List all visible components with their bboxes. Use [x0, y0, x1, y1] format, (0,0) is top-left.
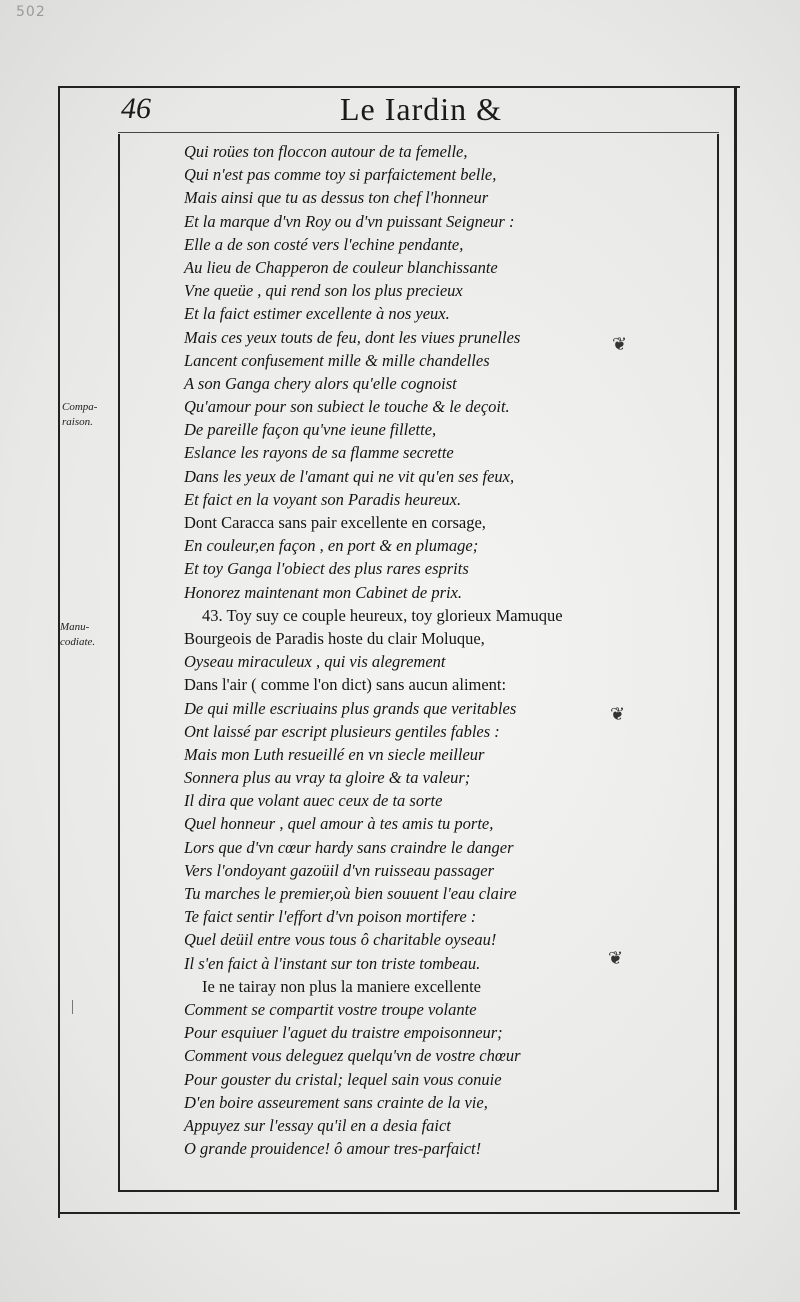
running-head: Le Iardin &: [340, 91, 503, 127]
fleuron-ornament: ❦: [612, 334, 628, 355]
frame-rule-bottom: [58, 1212, 740, 1214]
frame-rule-right: [734, 86, 737, 1210]
text-block-rule-left: [118, 134, 120, 1192]
verse-line: Lancent confusement mille & mille chandelles: [184, 350, 490, 370]
text-block-rule-bottom: [118, 1190, 719, 1192]
verse-line: Vne queüe , qui rend son los plus precieux: [184, 281, 463, 301]
margin-note-comparaison: Compa- raison.: [62, 401, 98, 428]
verse-line: Quel honneur , quel amour à tes amis tu porte,: [184, 814, 494, 834]
verse-line: Bourgeois de Paradis hoste du clair Moluque,: [184, 628, 485, 648]
verse-line: Eslance les rayons de sa flamme secrette: [184, 443, 454, 463]
verse-line: Pour gouster du cristal; lequel sain vous conuie: [184, 1069, 502, 1089]
verse-line: Dans l'air ( comme l'on dict) sans aucun aliment:: [184, 675, 507, 695]
page-number: 46: [121, 92, 151, 125]
verse-line: Mais ainsi que tu as dessus ton chef l'honneur: [184, 188, 489, 208]
stray-ink-mark: [72, 1000, 73, 1014]
verse-line: Pour esquiuer l'aguet du traistre empoisonneur;: [184, 1023, 503, 1043]
verse-line: De pareille façon qu'vne ieune fillette,: [184, 420, 437, 440]
verse-line: Mais ces yeux touts de feu, dont les viues prunelles: [184, 327, 521, 347]
frame-rule-left: [58, 86, 60, 1218]
verse-line: Comment se compartit vostre troupe volante: [184, 999, 477, 1019]
verse-line: D'en boire asseurement sans crainte de la vie,: [184, 1092, 488, 1112]
verse-line: Il s'en faict à l'instant sur ton triste tombeau.: [184, 953, 481, 973]
verse-line: Comment vous deleguez quelqu'vn de vostre chœur: [184, 1046, 521, 1066]
verse-line: Dans les yeux de l'amant qui ne vit qu'en ses feux,: [184, 466, 515, 486]
verse-line: Au lieu de Chapperon de couleur blanchissante: [184, 257, 498, 277]
verse-line: Et la faict estimer excellente à nos yeux.: [184, 304, 450, 324]
verse-line: Il dira que volant auec ceux de ta sorte: [184, 791, 443, 811]
verse-line: Te faict sentir l'effort d'vn poison mortifere :: [184, 907, 477, 927]
header-rule: [118, 132, 719, 133]
manuscript-shelfmark: 502: [16, 4, 46, 20]
verse-line-indented: Ie ne tairay non plus la maniere excellente: [202, 976, 481, 996]
margin-note-manucodiate: Manu- codiate.: [60, 621, 96, 648]
verse-line: O grande prouidence! ô amour tres-parfaict!: [184, 1139, 482, 1159]
verse-line: Et faict en la voyant son Paradis heureux.: [184, 489, 462, 509]
verse-line: Honorez maintenant mon Cabinet de prix.: [184, 582, 463, 602]
verse-line: Lors que d'vn cœur hardy sans craindre le danger: [184, 837, 514, 857]
verse-line: Qui roües ton floccon autour de ta femelle,: [184, 142, 468, 161]
verse-line: A son Ganga chery alors qu'elle cognoist: [184, 373, 457, 393]
verse-line: Oyseau miraculeux , qui vis alegrement: [184, 652, 446, 672]
verse-line: Qui n'est pas comme toy si parfaictement belle,: [184, 165, 497, 185]
verse-line: Tu marches le premier,où bien souuent l'eau claire: [184, 884, 517, 903]
verse-line: Ont laissé par escript plusieurs gentiles fables :: [184, 721, 500, 741]
verse-line: Et toy Ganga l'obiect des plus rares esprits: [184, 559, 469, 579]
verse-line: Elle a de son costé vers l'echine pendante,: [184, 234, 464, 254]
verse-line: Dont Caracca sans pair excellente en corsage,: [184, 513, 486, 532]
verse-line: Appuyez sur l'essay qu'il en a desia faict: [184, 1115, 451, 1135]
verse-line: Qu'amour pour son subiect le touche & le deçoit.: [184, 397, 510, 417]
fleuron-ornament: ❦: [608, 948, 624, 969]
verse-line: En couleur,en façon , en port & en plumage;: [184, 536, 479, 556]
verse-line: Vers l'ondoyant gazoüil d'vn ruisseau passager: [184, 860, 495, 880]
verse-line: Quel deüil entre vous tous ô charitable oyseau!: [184, 930, 497, 950]
verse-line: Sonnera plus au vray ta gloire & ta valeur;: [184, 768, 471, 788]
verse-line: Et la marque d'vn Roy ou d'vn puissant Seigneur :: [184, 211, 515, 231]
verse-line-numbered: 43. Toy suy ce couple heureux, toy glorieux Mamuque: [202, 605, 563, 625]
frame-rule-top: [58, 86, 740, 88]
fleuron-ornament: ❦: [610, 704, 626, 725]
verse-line: De qui mille escriuains plus grands que veritables: [184, 698, 517, 718]
poem-text-block: [184, 140, 724, 1160]
verse-line: Mais mon Luth resueillé en vn siecle meilleur: [184, 744, 485, 764]
